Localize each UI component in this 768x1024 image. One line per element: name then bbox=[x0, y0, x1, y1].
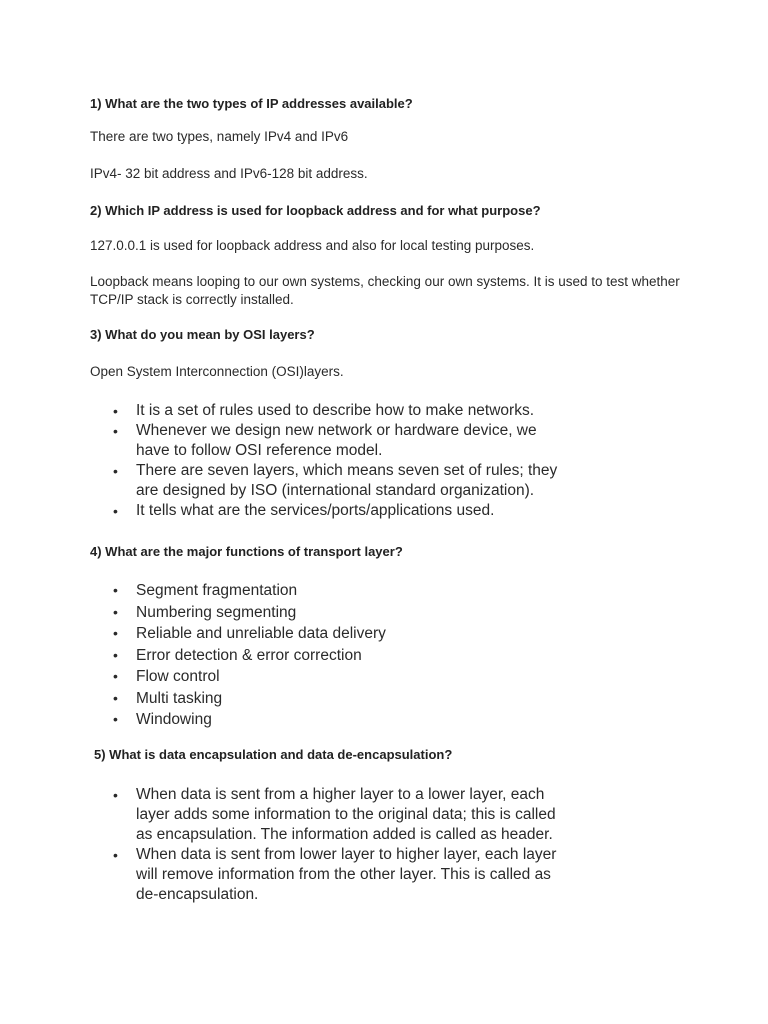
bullet-icon: • bbox=[113, 711, 118, 727]
bullet-icon: • bbox=[113, 847, 118, 863]
bullet-icon: • bbox=[113, 646, 118, 663]
question-1: 1) What are the two types of IP addresses available? bbox=[90, 96, 413, 111]
answer-1-paragraph-1: There are two types, namely IPv4 and IPv6 bbox=[90, 129, 349, 144]
transport-functions-list bbox=[0, 580, 560, 731]
encapsulation-list bbox=[0, 785, 560, 905]
bullet-icon: • bbox=[113, 503, 118, 519]
list-item: • Flow control bbox=[113, 668, 220, 685]
list-item: • When data is sent from lower layer to higher layer, each layer will remove information from the other layer. This is called as de-encapsulation. bbox=[113, 846, 557, 903]
osi-bullet-list bbox=[0, 401, 560, 521]
list-item: • Error detection & error correction bbox=[113, 646, 362, 664]
list-item: • Numbering segmenting bbox=[113, 603, 297, 621]
list-item: • Windowing bbox=[113, 711, 212, 728]
answer-1-paragraph-2: IPv4- 32 bit address and IPv6-128 bit address. bbox=[90, 166, 368, 181]
question-4: 4) What are the major functions of transport layer? bbox=[90, 544, 403, 559]
question-5: 5) What is data encapsulation and data de-encapsulation? bbox=[94, 747, 453, 762]
bullet-icon: • bbox=[113, 668, 118, 684]
list-item: • Reliable and unreliable data delivery bbox=[113, 625, 386, 642]
list-item: • There are seven layers, which means seven set of rules; they are designed by ISO (international standard organization). bbox=[113, 462, 558, 499]
bullet-icon: • bbox=[113, 787, 118, 803]
list-item: • Segment fragmentation bbox=[113, 582, 298, 599]
list-item: • It tells what are the services/ports/applications used. bbox=[113, 502, 495, 519]
answer-2-paragraph-2: Loopback means looping to our own systems, checking our own systems. It is used to test whether TCP/IP stack is correctly installed. bbox=[90, 274, 680, 307]
list-item: • Multi tasking bbox=[113, 689, 223, 707]
answer-3-paragraph-1: Open System Interconnection (OSI)layers. bbox=[90, 364, 344, 379]
list-item: • It is a set of rules used to describe how to make networks. bbox=[113, 402, 535, 419]
bullet-icon: • bbox=[113, 689, 118, 706]
bullet-icon: • bbox=[113, 603, 118, 620]
question-3: 3) What do you mean by OSI layers? bbox=[90, 327, 315, 342]
bullet-icon: • bbox=[113, 463, 118, 479]
bullet-icon: • bbox=[113, 403, 118, 419]
list-item: • When data is sent from a higher layer to a lower layer, each layer adds some information to the original data; this is called as encapsulation. The information added is called as header. bbox=[113, 786, 556, 843]
bullet-icon: • bbox=[113, 423, 118, 439]
question-2: 2) Which IP address is used for loopback address and for what purpose? bbox=[90, 203, 541, 218]
answer-2-paragraph-1: 127.0.0.1 is used for loopback address and also for local testing purposes. bbox=[90, 238, 535, 253]
list-item: • Whenever we design new network or hardware device, we have to follow OSI reference model. bbox=[113, 422, 537, 459]
bullet-icon: • bbox=[113, 625, 118, 641]
bullet-icon: • bbox=[113, 582, 118, 598]
